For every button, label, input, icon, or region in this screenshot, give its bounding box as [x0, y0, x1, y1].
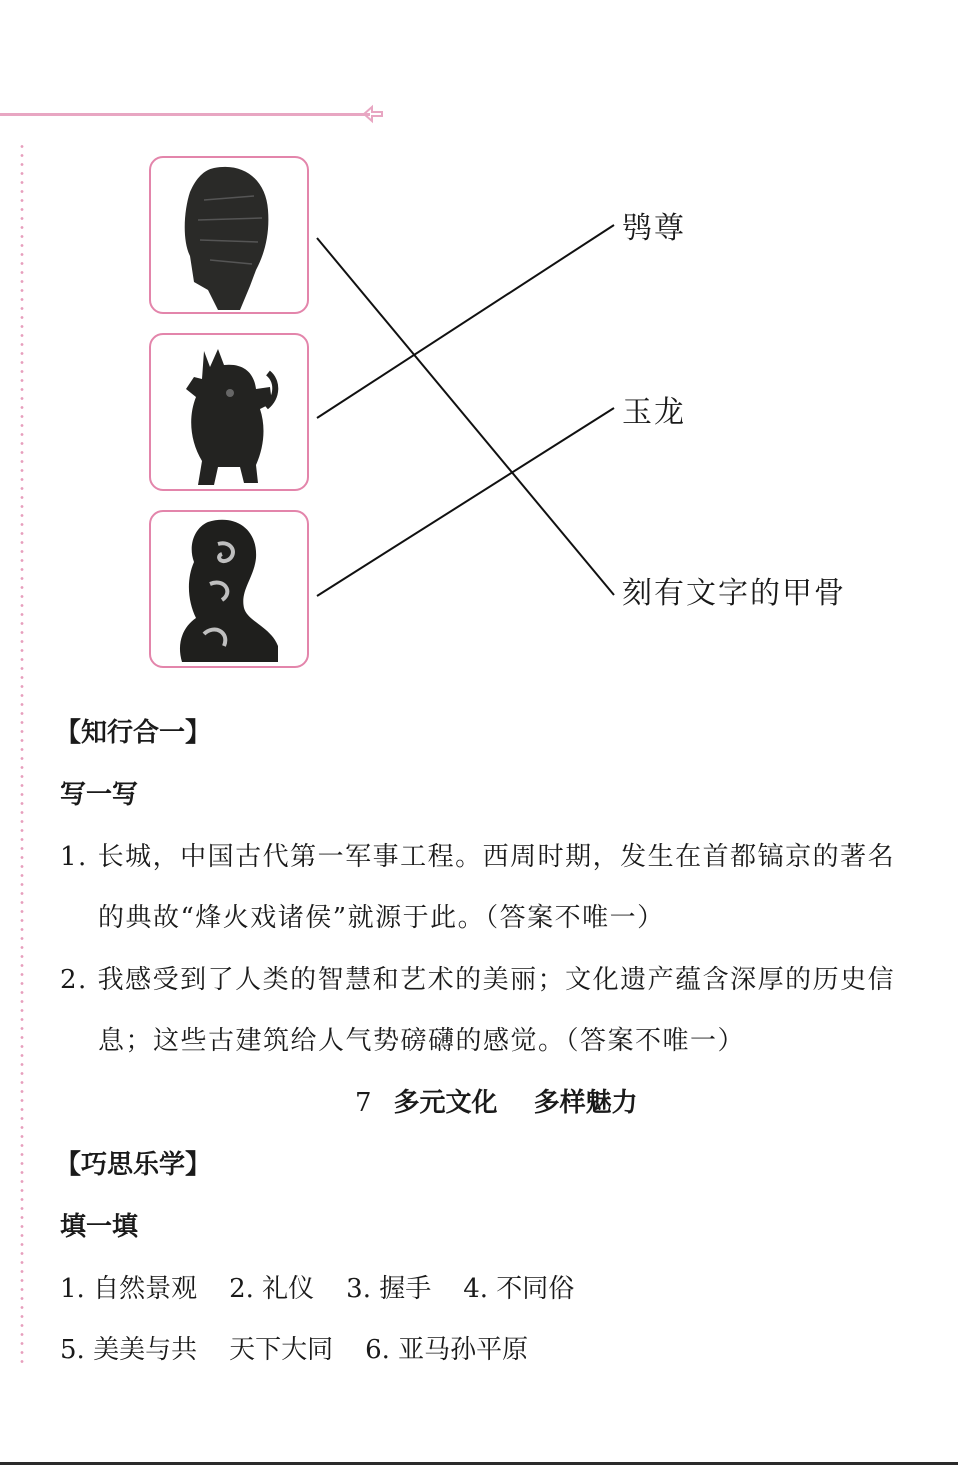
fill-answer-5b: 天下大同	[229, 1335, 334, 1365]
fill-answer-4: 4. 不同俗	[463, 1274, 575, 1304]
answer-2-line-2: 息；这些古建筑给人气势磅礴的感觉。（答案不唯一）	[98, 1026, 746, 1056]
match-line-owl-vessel	[317, 225, 614, 418]
fill-answers-row-1	[60, 1268, 606, 1305]
answer-1-line-1: 1. 长城，中国古代第一军事工程。西周时期，发生在首都镐京的著名	[60, 842, 896, 872]
subsection-title-write: 写一写	[60, 780, 139, 810]
chapter-title-a: 多元文化	[393, 1088, 498, 1118]
fill-answer-2: 2. 礼仪	[229, 1274, 315, 1304]
answer-1-line-2: 的典故“烽火戏诸侯”就源于此。（答案不唯一）	[98, 903, 665, 933]
chapter-title-b: 多样魅力	[533, 1088, 638, 1118]
fill-answer-5a: 5. 美美与共	[60, 1335, 198, 1365]
label-oracle-bone: 刻有文字的甲骨	[622, 576, 846, 611]
section-title-zhixing: 【知行合一】	[55, 718, 212, 748]
subsection-title-fill: 填一填	[60, 1212, 139, 1242]
match-line-jade-dragon	[317, 408, 614, 596]
answer-2-line-1: 2. 我感受到了人类的智慧和艺术的美丽；文化遗产蕴含深厚的历史信	[60, 965, 896, 995]
fill-answer-3: 3. 握手	[346, 1274, 432, 1304]
chapter-number: 7	[355, 1088, 372, 1118]
match-line-oracle-bone	[317, 238, 614, 595]
label-jade-dragon: 玉龙	[622, 395, 686, 430]
label-owl-vessel: 鸮尊	[622, 211, 686, 246]
section-title-qiaosi: 【巧思乐学】	[55, 1150, 212, 1180]
fill-answer-1: 1. 自然景观	[60, 1274, 198, 1304]
fill-answer-6: 6. 亚马孙平原	[365, 1335, 529, 1365]
bottom-rule	[0, 1462, 958, 1465]
chapter-heading	[355, 1082, 638, 1119]
fill-answers-row-2	[60, 1329, 560, 1366]
